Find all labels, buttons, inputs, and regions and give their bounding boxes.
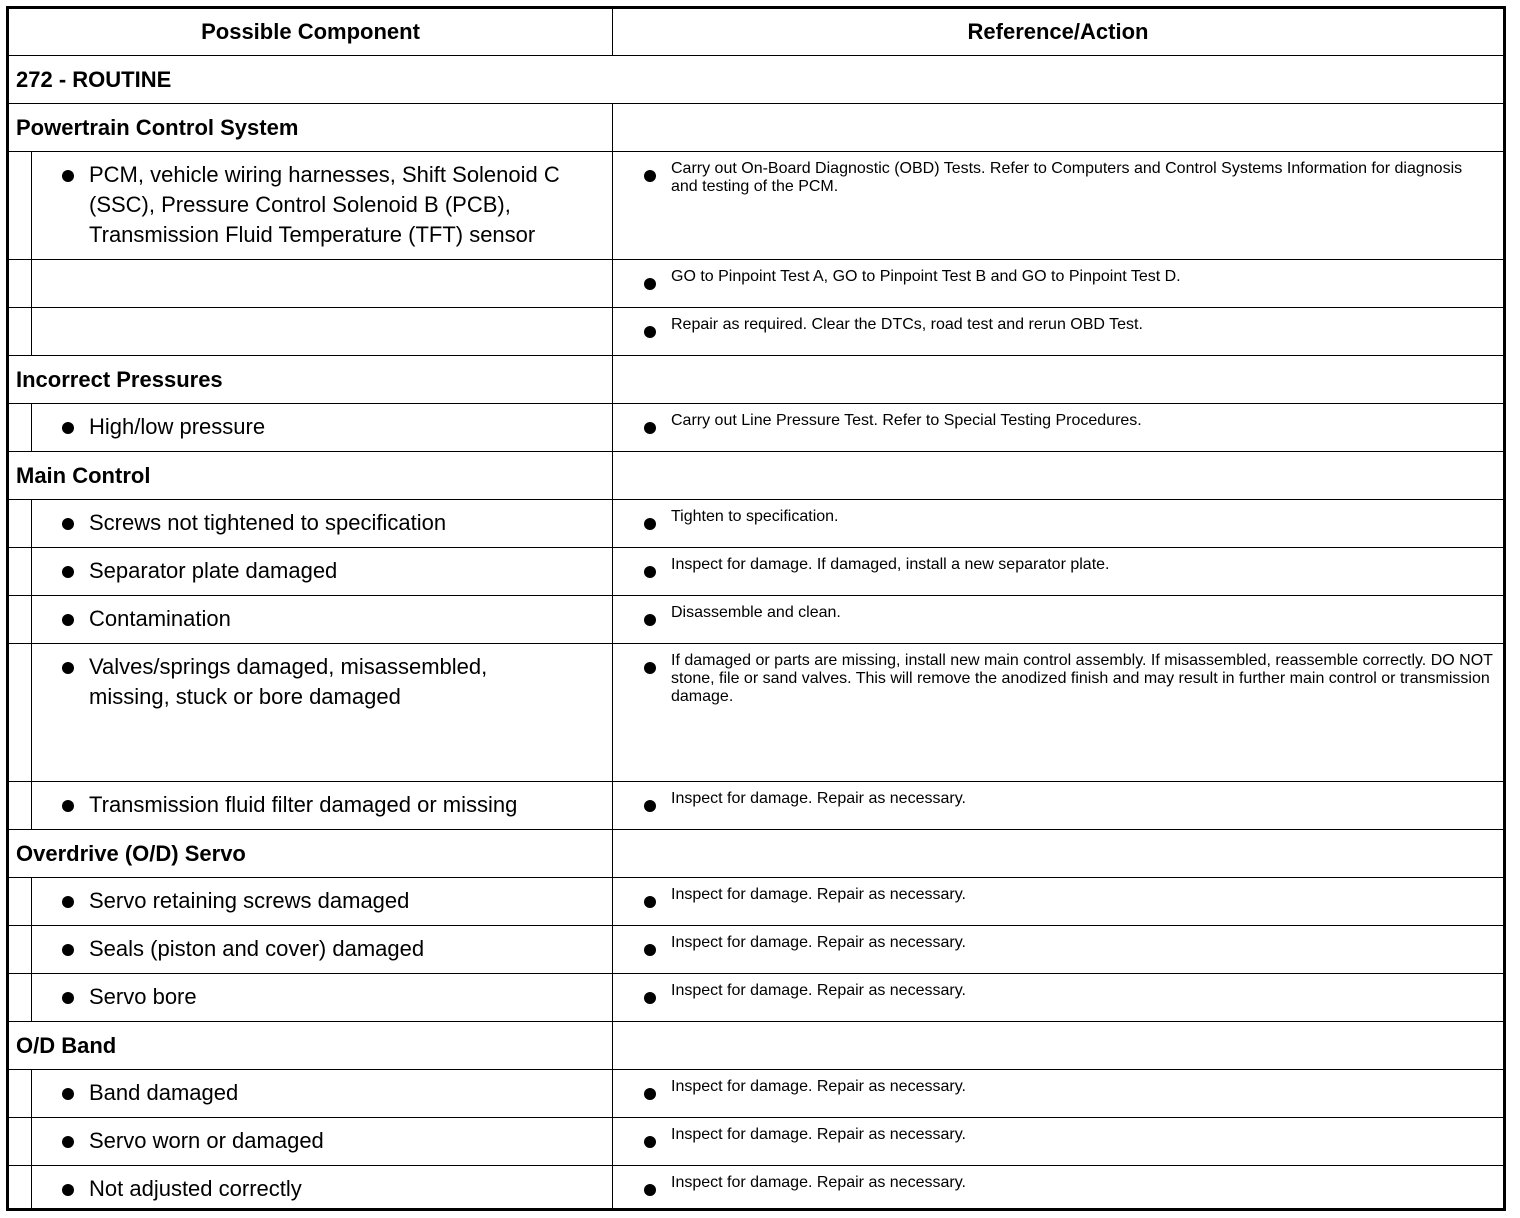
group-empty-cell	[613, 452, 1503, 499]
group-title-cell	[9, 1022, 613, 1069]
component-item	[89, 556, 604, 586]
bullet-icon	[644, 326, 656, 338]
table-row	[9, 404, 1503, 452]
bullet-icon	[644, 518, 656, 530]
action-text: Carry out Line Pressure Test. Refer to Special Testing Procedures.	[671, 412, 1142, 429]
bullet-icon	[62, 170, 74, 182]
action-item	[671, 1078, 1485, 1096]
component-cell	[9, 548, 613, 595]
group-title: Powertrain Control System	[16, 115, 299, 140]
component-item	[89, 886, 604, 916]
group-title-cell	[9, 356, 613, 403]
bullet-icon	[62, 944, 74, 956]
action-text: Inspect for damage. Repair as necessary.	[671, 1174, 966, 1191]
component-cell	[9, 782, 613, 829]
group-title-cell	[9, 452, 613, 499]
component-item	[89, 160, 604, 250]
action-text: Inspect for damage. Repair as necessary.	[671, 1078, 966, 1095]
bullet-icon	[644, 944, 656, 956]
group-title: Incorrect Pressures	[16, 367, 223, 392]
action-item	[671, 934, 1485, 952]
component-text: Screws not tightened to specification	[89, 510, 447, 535]
bullet-icon	[644, 170, 656, 182]
group-row	[9, 452, 1503, 500]
action-item	[671, 982, 1485, 1000]
component-cell	[9, 404, 613, 451]
table-row	[9, 596, 1503, 644]
bullet-icon	[62, 896, 74, 908]
component-cell	[9, 1070, 613, 1117]
component-text: Seals (piston and cover) damaged	[89, 936, 425, 961]
table-row	[9, 974, 1503, 1022]
table-row	[9, 782, 1503, 830]
action-text: Inspect for damage. If damaged, install a new separator plate.	[671, 556, 1110, 573]
group-row	[9, 104, 1503, 152]
table-row	[9, 500, 1503, 548]
group-title: Main Control	[16, 463, 151, 488]
bullet-icon	[62, 1088, 74, 1100]
bullet-icon	[644, 1088, 656, 1100]
bullet-icon	[644, 896, 656, 908]
component-cell	[9, 1118, 613, 1165]
action-item	[671, 886, 1485, 904]
component-text: Contamination	[89, 606, 231, 631]
component-text: Valves/springs damaged, misassembled, missing, stuck or bore damaged	[89, 654, 488, 709]
action-item	[671, 268, 1485, 286]
bullet-icon	[62, 614, 74, 626]
action-text: If damaged or parts are missing, install new main control assembly. If misassembled, reassemble correctly. DO NOT stone, file or sand valves. This will remove the anodized finish and may result in further main control or transmission damage.	[671, 652, 1493, 705]
action-text: Inspect for damage. Repair as necessary.	[671, 886, 966, 903]
bullet-icon	[62, 992, 74, 1004]
action-text: Inspect for damage. Repair as necessary.	[671, 934, 966, 951]
component-cell	[9, 644, 613, 781]
group-row	[9, 356, 1503, 404]
component-text: Separator plate damaged	[89, 558, 338, 583]
action-text: Repair as required. Clear the DTCs, road test and rerun OBD Test.	[671, 316, 1143, 333]
action-text: Tighten to specification.	[671, 508, 839, 525]
component-item	[89, 1174, 604, 1204]
component-item	[89, 982, 604, 1012]
bullet-icon	[62, 1136, 74, 1148]
bullet-icon	[644, 1184, 656, 1196]
component-item	[89, 1078, 604, 1108]
component-cell	[9, 878, 613, 925]
table-header-row	[9, 9, 1503, 56]
table-row	[9, 878, 1503, 926]
component-cell	[9, 152, 613, 259]
bullet-icon	[644, 992, 656, 1004]
component-item	[89, 604, 604, 634]
action-text: GO to Pinpoint Test A, GO to Pinpoint Test B and GO to Pinpoint Test D.	[671, 268, 1181, 285]
diagnostic-table	[6, 6, 1506, 1211]
component-item	[89, 1126, 604, 1156]
action-text: Carry out On-Board Diagnostic (OBD) Tests. Refer to Computers and Control Systems Information for diagnosis and testing of the PCM.	[671, 160, 1463, 195]
action-item	[671, 556, 1485, 574]
component-text: PCM, vehicle wiring harnesses, Shift Solenoid C (SSC), Pressure Control Solenoid B (PCB), Transmission Fluid Temperature (TFT) sensor	[89, 162, 560, 247]
component-text: Servo retaining screws damaged	[89, 888, 410, 913]
table-row	[9, 260, 1503, 308]
action-item	[671, 604, 1485, 622]
table-row	[9, 1166, 1503, 1208]
action-item	[671, 790, 1485, 808]
action-item	[671, 1174, 1485, 1192]
action-item	[671, 652, 1493, 706]
header-cell-action	[613, 9, 1503, 55]
bullet-icon	[644, 1136, 656, 1148]
table-row	[9, 548, 1503, 596]
group-title-cell	[9, 104, 613, 151]
header-action-label: Reference/Action	[967, 19, 1149, 44]
bullet-icon	[644, 800, 656, 812]
group-title: O/D Band	[16, 1033, 117, 1058]
component-item	[89, 508, 604, 538]
bullet-icon	[644, 422, 656, 434]
group-empty-cell	[613, 356, 1503, 403]
group-row	[9, 1022, 1503, 1070]
action-text: Inspect for damage. Repair as necessary.	[671, 790, 966, 807]
group-empty-cell	[613, 104, 1503, 151]
group-empty-cell	[613, 830, 1503, 877]
section-cell	[9, 56, 1503, 103]
bullet-icon	[62, 422, 74, 434]
bullet-icon	[644, 662, 656, 674]
component-cell	[9, 926, 613, 973]
action-item	[671, 1126, 1485, 1144]
bullet-icon	[62, 566, 74, 578]
group-title-cell	[9, 830, 613, 877]
action-item	[671, 160, 1485, 196]
group-title: Overdrive (O/D) Servo	[16, 841, 246, 866]
component-cell	[9, 260, 613, 307]
component-cell	[9, 308, 613, 355]
table-row	[9, 152, 1503, 260]
table-row	[9, 1118, 1503, 1166]
component-cell	[9, 500, 613, 547]
section-title: 272 - ROUTINE	[16, 67, 172, 92]
header-cell-component	[9, 9, 613, 55]
table-row	[9, 926, 1503, 974]
component-text: Servo bore	[89, 984, 197, 1009]
action-text: Inspect for damage. Repair as necessary.	[671, 1126, 966, 1143]
header-component-label: Possible Component	[201, 19, 420, 44]
bullet-icon	[62, 662, 74, 674]
component-text: Not adjusted correctly	[89, 1176, 302, 1201]
component-cell	[9, 1166, 613, 1208]
component-text: High/low pressure	[89, 414, 266, 439]
component-item	[89, 412, 604, 442]
component-text: Transmission fluid filter damaged or missing	[89, 792, 518, 817]
component-item	[89, 790, 604, 820]
component-text: Servo worn or damaged	[89, 1128, 324, 1153]
table-row	[9, 644, 1503, 782]
bullet-icon	[62, 800, 74, 812]
bullet-icon	[62, 518, 74, 530]
component-cell	[9, 596, 613, 643]
group-row	[9, 830, 1503, 878]
action-item	[671, 316, 1485, 334]
component-item	[89, 934, 604, 964]
action-text: Disassemble and clean.	[671, 604, 841, 621]
bullet-icon	[644, 278, 656, 290]
table-row	[9, 308, 1503, 356]
component-text: Band damaged	[89, 1080, 239, 1105]
component-item	[89, 652, 552, 712]
bullet-icon	[644, 566, 656, 578]
action-item	[671, 508, 1485, 526]
action-item	[671, 412, 1485, 430]
table-row	[9, 1070, 1503, 1118]
group-empty-cell	[613, 1022, 1503, 1069]
component-cell	[9, 974, 613, 1021]
section-row	[9, 56, 1503, 104]
bullet-icon	[644, 614, 656, 626]
bullet-icon	[62, 1184, 74, 1196]
action-text: Inspect for damage. Repair as necessary.	[671, 982, 966, 999]
